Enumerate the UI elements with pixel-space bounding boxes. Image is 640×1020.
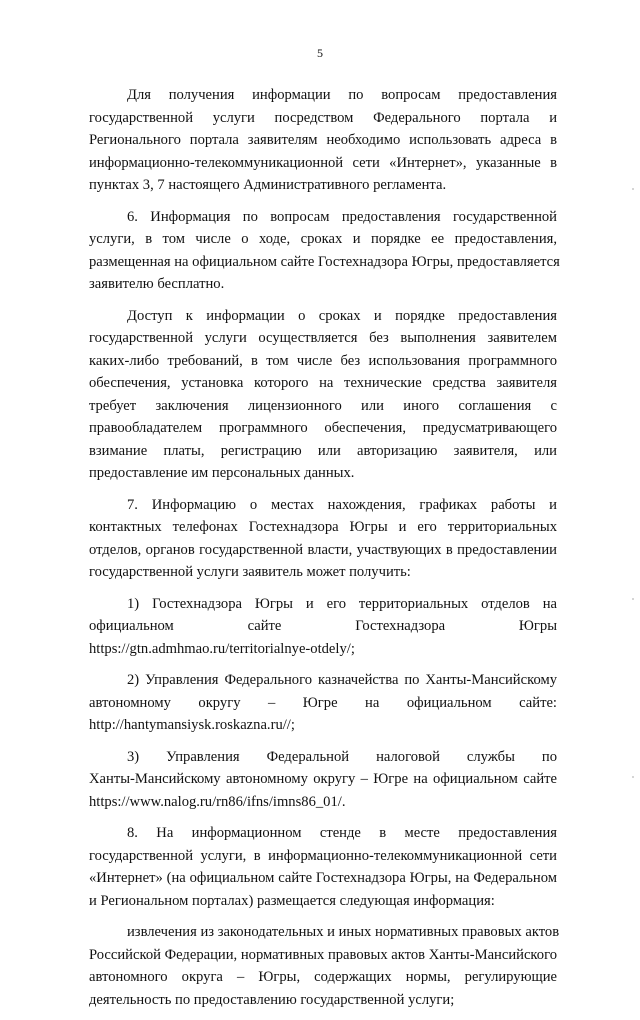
text-line: каких-либо требований, в том числе без использования программного — [89, 352, 557, 369]
text-line: предоставление им персональных данных. — [89, 465, 355, 481]
text-line: Для получения информации по вопросам предоставления — [127, 87, 557, 103]
text-line: услуги, в том числе о ходе, сроках и порядке ее предоставления, — [89, 231, 557, 247]
paragraph — [89, 822, 557, 912]
scan-artifact — [632, 776, 634, 778]
text-line: официальном сайте Гостехнадзора Югры — [89, 618, 557, 634]
text-line: Регионального портала заявителям необходимо использовать адреса в — [89, 132, 557, 148]
text-line: https://gtn.admhmao.ru/territorialnye-otdely/; — [89, 640, 355, 657]
text-line: государственной услуги осуществляется без выполнения заявителем — [89, 330, 557, 346]
paragraph — [89, 669, 557, 737]
text-line: деятельность по предоставлению государственной услуги; — [89, 991, 455, 1008]
text-line: 6. Информация по вопросам предоставления государственной — [127, 208, 557, 225]
text-line: контактных телефонах Гостехнадзора Югры и его территориальных — [89, 519, 557, 535]
text-line: Доступ к информации о сроках и порядке предоставления — [127, 307, 557, 324]
paragraph — [89, 84, 557, 197]
text-line: обеспечения, установка которого на технические средства заявителя — [89, 375, 557, 391]
text-line: 7. Информацию о местах нахождения, графиках работы и — [127, 496, 557, 513]
text-line: размещенная на официальном сайте Гостехнадзора Югры, предоставляется — [89, 253, 560, 270]
text-line: заявителю бесплатно. — [89, 276, 225, 292]
scan-artifact — [632, 598, 634, 600]
text-line: 1) Гостехнадзора Югры и его территориальных отделов на — [127, 595, 557, 612]
paragraph — [89, 206, 560, 296]
text-line: требует заключения лицензионного или иного соглашения с — [89, 397, 557, 414]
text-line: отделов, органов государственной власти, участвующих в предоставлении — [89, 541, 557, 558]
text-line: 3) Управления Федеральной налоговой службы по — [127, 748, 557, 765]
text-line: взимание платы, регистрацию или авторизацию заявителя, или — [89, 442, 557, 459]
text-line: Ханты-Мансийскому автономному округу – Югре на официальном сайте — [89, 771, 557, 787]
scan-artifact — [632, 188, 634, 190]
page-number: 5 — [317, 46, 323, 60]
text-line: пунктах 3, 7 настоящего Административного регламента. — [89, 177, 447, 193]
text-line: извлечения из законодательных и иных нормативных правовых актов — [127, 924, 560, 940]
paragraph — [89, 494, 557, 584]
text-line: http://hantymansiysk.roskazna.ru//; — [89, 717, 295, 733]
text-line: правообладателем программного обеспечения, предусматривающего — [89, 420, 557, 436]
text-line: https://www.nalog.ru/rn86/ifns/imns86_01/. — [89, 793, 346, 810]
text-line: 8. На информационном стенде в месте предоставления — [127, 825, 557, 841]
text-line: Российской Федерации, нормативных правовых актов Ханты-Мансийского — [89, 946, 557, 963]
text-line: автономному округу – Югре на официальном сайте: — [89, 694, 557, 711]
text-line: «Интернет» (на официальном сайте Гостехнадзора Югры, на Федеральном — [89, 870, 557, 886]
text-line: 2) Управления Федерального казначейства по Ханты-Мансийскому — [127, 672, 557, 688]
text-line: автономного округа – Югры, содержащих нормы, регулирующие — [89, 969, 557, 985]
paragraph — [89, 921, 560, 1011]
text-line: государственной услуги посредством Федерального портала и — [89, 109, 557, 126]
text-line: государственной услуги, в информационно-телекоммуникационной сети — [89, 847, 557, 864]
text-line: государственной услуги заявитель может получить: — [89, 564, 411, 580]
document-body — [89, 84, 560, 1020]
paragraph — [89, 746, 557, 814]
paragraph — [89, 305, 557, 485]
text-line: информационно-телекоммуникационной сети «Интернет», указанные в — [89, 154, 557, 171]
text-line: и Региональном порталах) размещается следующая информация: — [89, 892, 495, 909]
paragraph — [89, 593, 557, 661]
